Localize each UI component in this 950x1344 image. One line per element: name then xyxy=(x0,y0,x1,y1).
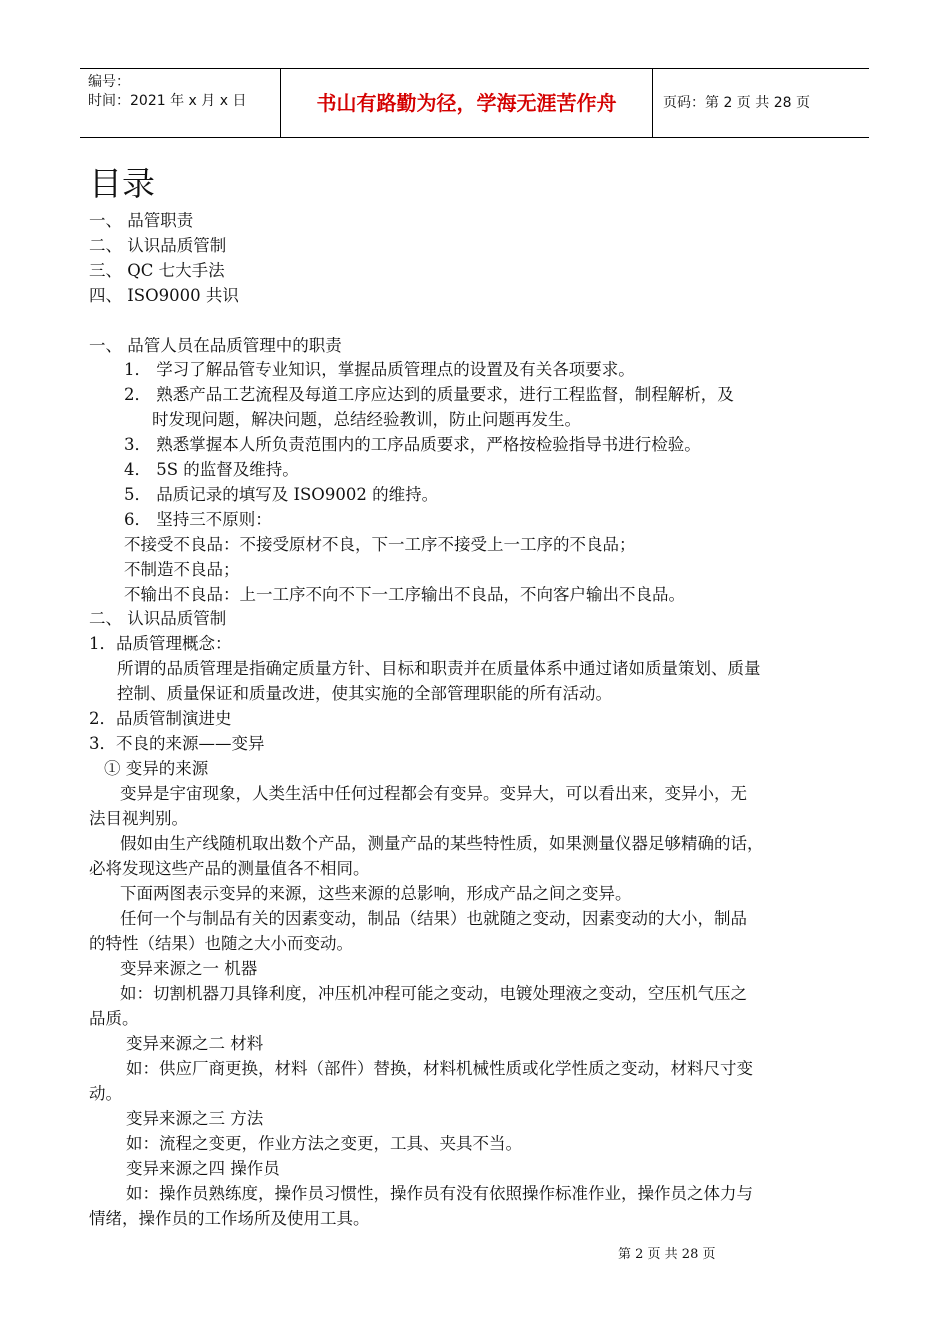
section2-line: 1．品质管理概念： xyxy=(89,634,232,653)
section2-line: 变异来源之四 操作员 xyxy=(126,1159,280,1178)
section2-line: 变异来源之一 机器 xyxy=(120,959,258,978)
section2-line: 如：切割机器刀具锋利度，冲压机冲程可能之变动，电镀处理液之变动，空压机气压之 xyxy=(120,984,747,1003)
section1-item: 4． 5S 的监督及维持。 xyxy=(124,460,299,479)
document-header xyxy=(80,68,869,138)
section2-line: 如：操作员熟练度，操作员习惯性，操作员有没有依照操作标准作业，操作员之体力与 xyxy=(126,1184,753,1203)
header-page-code: 页码：第 2 页 共 28 页 xyxy=(663,95,810,111)
toc-item: 三、 QC 七大手法 xyxy=(89,261,225,280)
section2-line: 动。 xyxy=(89,1084,122,1103)
section2-line: 情绪，操作员的工作场所及使用工具。 xyxy=(89,1209,370,1228)
section1-item: 5． 品质记录的填写及 ISO9002 的维持。 xyxy=(124,485,439,504)
time-label: 时间：2021 年 x 月 x 日 xyxy=(88,93,247,109)
number-label: 编号： xyxy=(88,74,130,90)
principle-line: 不接受不良品：不接受原材不良，下一工序不接受上一工序的不良品； xyxy=(124,535,636,554)
toc-item: 二、 认识品质管制 xyxy=(89,236,227,255)
header-meta xyxy=(80,69,280,137)
page-footer: 第 2 页 共 28 页 xyxy=(618,1247,716,1262)
section1-item: 2． 熟悉产品工艺流程及每道工序应达到的质量要求，进行工程监督，制程解析，及 xyxy=(124,385,734,404)
toc-item: 一、 品管职责 xyxy=(89,211,194,230)
section1-item: 1． 学习了解品管专业知识，掌握品质管理点的设置及有关各项要求。 xyxy=(124,360,635,379)
section2-line: ① 变异的来源 xyxy=(104,759,209,778)
principle-line: 不输出不良品：上一工序不向不下一工序输出不良品，不向客户输出不良品。 xyxy=(124,585,685,604)
section2-line: 3．不良的来源——变异 xyxy=(89,734,265,753)
section1-heading: 一、 品管人员在品质管理中的职责 xyxy=(89,336,342,355)
section2-line: 假如由生产线随机取出数个产品，测量产品的某些特性质，如果测量仪器足够精确的话， xyxy=(120,834,764,853)
section2-line: 2．品质管制演进史 xyxy=(89,709,232,728)
header-motto: 书山有路勤为径，学海无涯苦作舟 xyxy=(280,69,653,137)
section2-line: 变异是宇宙现象，人类生活中任何过程都会有变异。变异大，可以看出来，变异小，无 xyxy=(120,784,747,803)
section2-line: 品质。 xyxy=(89,1009,139,1028)
section2-line: 任何一个与制品有关的因素变动，制品（结果）也就随之变动，因素变动的大小，制品 xyxy=(120,909,747,928)
section2-line: 控制、质量保证和质量改进，使其实施的全部管理职能的所有活动。 xyxy=(117,684,612,703)
section2-line: 的特性（结果）也随之大小而变动。 xyxy=(89,934,353,953)
section2-line: 法目视判别。 xyxy=(89,809,188,828)
section2-line: 所谓的品质管理是指确定质量方针、目标和职责并在质量体系中通过诸如质量策划、质量 xyxy=(117,659,761,678)
principle-line: 不制造不良品； xyxy=(124,560,240,579)
section2-line: 如：供应厂商更换，材料（部件）替换，材料机械性质或化学性质之变动，材料尺寸变 xyxy=(126,1059,753,1078)
section2-line: 变异来源之三 方法 xyxy=(126,1109,264,1128)
section2-line: 必将发现这些产品的测量值各不相同。 xyxy=(89,859,370,878)
toc-item: 四、 ISO9000 共识 xyxy=(89,286,239,305)
toc-title: 目录 xyxy=(89,164,155,203)
section1-item: 3． 熟悉掌握本人所负责范围内的工序品质要求，严格按检验指导书进行检验。 xyxy=(124,435,701,454)
section2-line: 下面两图表示变异的来源，这些来源的总影响，形成产品之间之变异。 xyxy=(120,884,632,903)
section2-line: 如：流程之变更，作业方法之变更，工具、夹具不当。 xyxy=(126,1134,522,1153)
section1-item-cont: 时发现问题，解决问题，总结经验教训，防止问题再发生。 xyxy=(152,410,581,429)
section2-heading: 二、 认识品质管制 xyxy=(89,609,227,628)
section1-item: 6． 坚持三不原则： xyxy=(124,510,272,529)
section2-line: 变异来源之二 材料 xyxy=(126,1034,264,1053)
